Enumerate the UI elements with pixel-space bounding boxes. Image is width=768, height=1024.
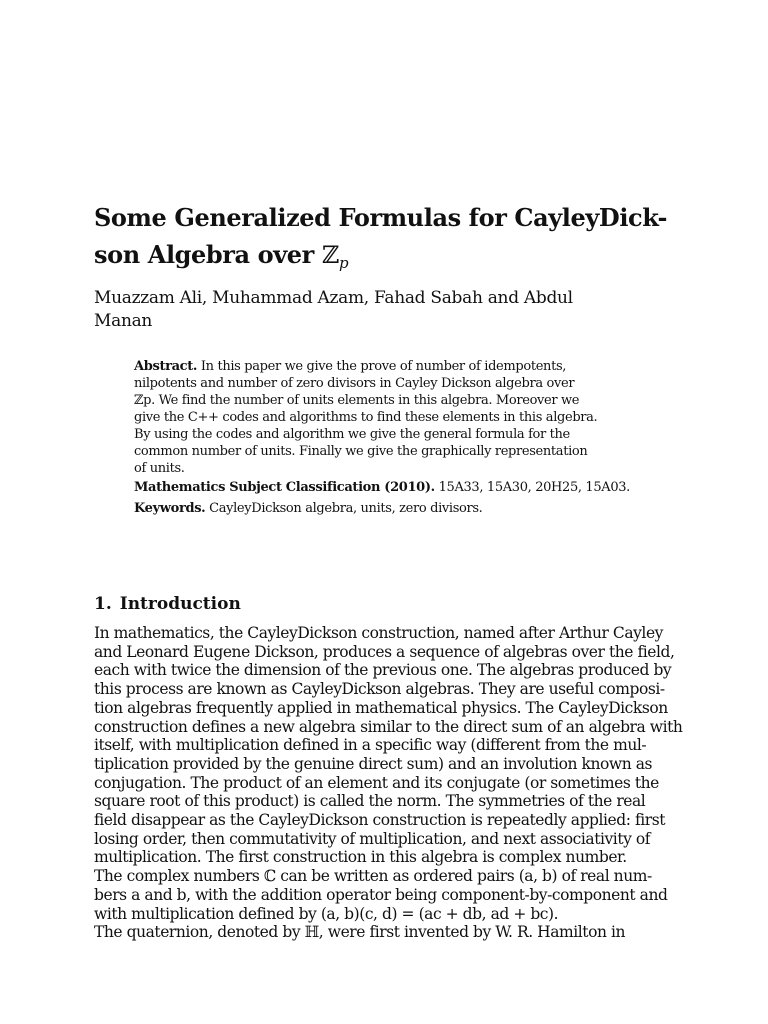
introduction-body [94,624,683,942]
body-line: The quaternion, denoted by ℍ, were first invented by W. R. Hamilton in [94,923,626,942]
keywords [134,500,639,517]
abstract [134,358,639,517]
body-line: conjugation. The product of an element and its conjugate (or sometimes the [94,773,659,792]
body-line: each with twice the dimension of the previous one. The algebras produced by [94,661,672,680]
body-line: In mathematics, the CayleyDickson construction, named after Arthur Cayley [94,624,663,642]
integers-mod-p-symbol: ℤ [321,241,339,269]
abstract-line-2: nilpotents and number of zero divisors in Cayley Dickson algebra over [134,376,575,391]
body-line: tiplication provided by the genuine direct sum) and an involution known as [94,754,653,773]
title-line-1: Some Generalized Formulas for CayleyDick- [94,203,668,232]
keywords-value: CayleyDickson algebra, units, zero divisors. [205,501,483,516]
body-line: and Leonard Eugene Dickson, produces a sequence of algebras over the field, [94,642,675,661]
keywords-label: Keywords. [134,501,206,516]
abstract-line-1 [134,358,639,375]
body-line: tion algebras frequently applied in mathematical physics. The CayleyDickson [94,698,668,717]
abstract-line-6: common number of units. Finally we give the graphically representation [134,444,588,459]
body-line: multiplication. The first construction in this algebra is complex number. [94,848,627,867]
section-heading [94,592,241,616]
abstract-line-3: ℤp. We find the number of units elements in this algebra. Moreover we [134,393,580,408]
body-line: construction defines a new algebra similar to the direct sum of an algebra with [94,717,683,736]
section-title: Introduction [119,594,241,614]
title-line-2 [94,236,684,282]
authors-line-2: Manan [94,311,153,331]
msc-label: Mathematics Subject Classification (2010). [134,480,435,495]
title-subscript: p [339,254,349,272]
abstract-line-7: of units. [134,461,185,476]
title-line-2-text: son Algebra over [94,240,322,269]
body-line: square root of this product) is called the norm. The symmetries of the real [94,792,646,811]
abstract-line-4: give the C++ codes and algorithms to find these elements in this algebra. [134,410,598,425]
paper-title [94,199,684,282]
msc-value: 15A33, 15A30, 20H25, 15A03. [434,480,630,495]
authors-line-1: Muazzam Ali, Muhammad Azam, Fahad Sabah and Abdul [94,288,573,308]
abstract-line-5: By using the codes and algorithm we give the general formula for the [134,427,570,442]
msc-classification [134,479,639,496]
abstract-label: Abstract. [134,359,198,374]
abstract-text-1: In this paper we give the prove of number of idempotents, [197,359,567,374]
section-number: 1. [94,594,112,614]
body-line: with multiplication defined by (a, b)(c, d) = (ac + db, ad + bc). [94,904,559,923]
body-line: The complex numbers ℂ can be written as ordered pairs (a, b) of real num- [94,867,652,886]
body-line: itself, with multiplication defined in a specific way (different from the mul- [94,736,647,755]
body-line: bers a and b, with the addition operator being component-by-component and [94,885,668,904]
author-list [94,287,679,333]
body-line: field disappear as the CayleyDickson construction is repeatedly applied: first [94,811,666,830]
body-line: losing order, then commutativity of multiplication, and next associativity of [94,829,651,848]
body-line: this process are known as CayleyDickson algebras. They are useful composi- [94,680,665,699]
